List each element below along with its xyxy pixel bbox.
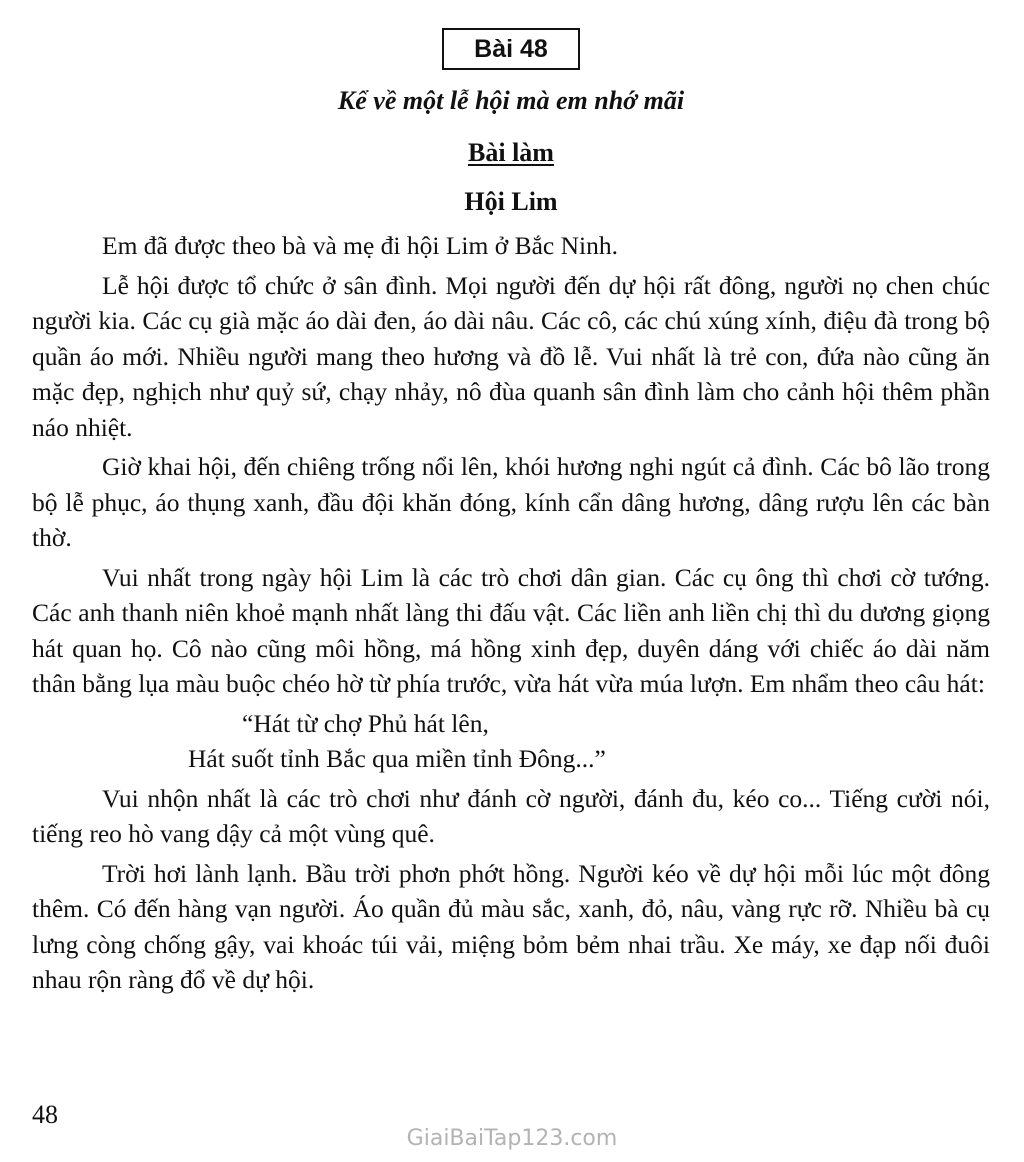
poem-line-2: Hát suốt tỉnh Bắc qua miền tỉnh Đông...” (188, 744, 606, 773)
section-heading-text: Bài làm (468, 138, 554, 167)
folk-song-quote (32, 706, 990, 777)
paragraph-3: Giờ khai hội, đến chiêng trống nổi lên, khói hương nghi ngút cả đình. Các bô lão trong bộ lễ phục, áo thụng xanh, đầu đội khăn đóng, kính cẩn dâng hương, dâng rượu lên các bàn thờ. (32, 452, 990, 552)
paragraph-5: Vui nhộn nhất là các trò chơi như đánh cờ người, đánh đu, kéo co... Tiếng cười nói, tiếng reo hò vang dậy cả một vùng quê. (32, 783, 990, 848)
paragraph-4: Vui nhất trong ngày hội Lim là các trò chơi dân gian. Các cụ ông thì chơi cờ tướng. Các anh thanh niên khoẻ mạnh nhất làng thi đấu vật. Các liền anh liền chị thì du dương giọng hát quan họ. Cô nào cũng môi hồng, má hồng xinh đẹp, duyên dáng với chiếc áo dài năm thân bằng lụa màu buộc chéo hờ từ phía trước, vừa hát vừa múa lượn. Em nhẩm theo câu hát: (32, 562, 990, 698)
lesson-subtitle: Kể về một lễ hội mà em nhớ mãi (337, 86, 685, 115)
lesson-number-box (442, 28, 580, 70)
section-heading (32, 138, 990, 168)
essay-body (32, 228, 990, 998)
textbook-page (32, 0, 990, 1162)
lesson-number: Bài 48 (474, 34, 548, 63)
essay-title: Hội Lim (464, 187, 558, 216)
page-number: 48 (32, 1100, 58, 1129)
paragraph-1: Em đã được theo bà và mẹ đi hội Lim ở Bắc Ninh. (102, 231, 618, 260)
watermark: GiaiBaiTap123.com (406, 1126, 618, 1151)
paragraph-6: Trời hơi lành lạnh. Bầu trời phơn phớt hồng. Người kéo về dự hội mỗi lúc một đông thêm. Có đến hàng vạn người. Áo quần đủ màu sắc, xanh, đỏ, nâu, vàng rực rỡ. Nhiều bà cụ lưng còng chống gậy, vai khoác túi vải, miệng bỏm bẻm nhai trầu. Xe máy, xe đạp nối đuôi nhau rộn ràng đổ về dự hội. (32, 858, 990, 994)
poem-line-1: “Hát từ chợ Phủ hát lên, (242, 708, 489, 738)
paragraph-2: Lễ hội được tổ chức ở sân đình. Mọi người đến dự hội rất đông, người nọ chen chúc người kia. Các cụ già mặc áo dài đen, áo dài nâu. Các cô, các chú xúng xính, điệu đà trong bộ quần áo mới. Nhiều người mang theo hương và đồ lễ. Vui nhất là trẻ con, đứa nào cũng ăn mặc đẹp, nghịch như quỷ sứ, chạy nhảy, nô đùa quanh sân đình làm cho cảnh hội thêm phần náo nhiệt. (32, 270, 990, 442)
